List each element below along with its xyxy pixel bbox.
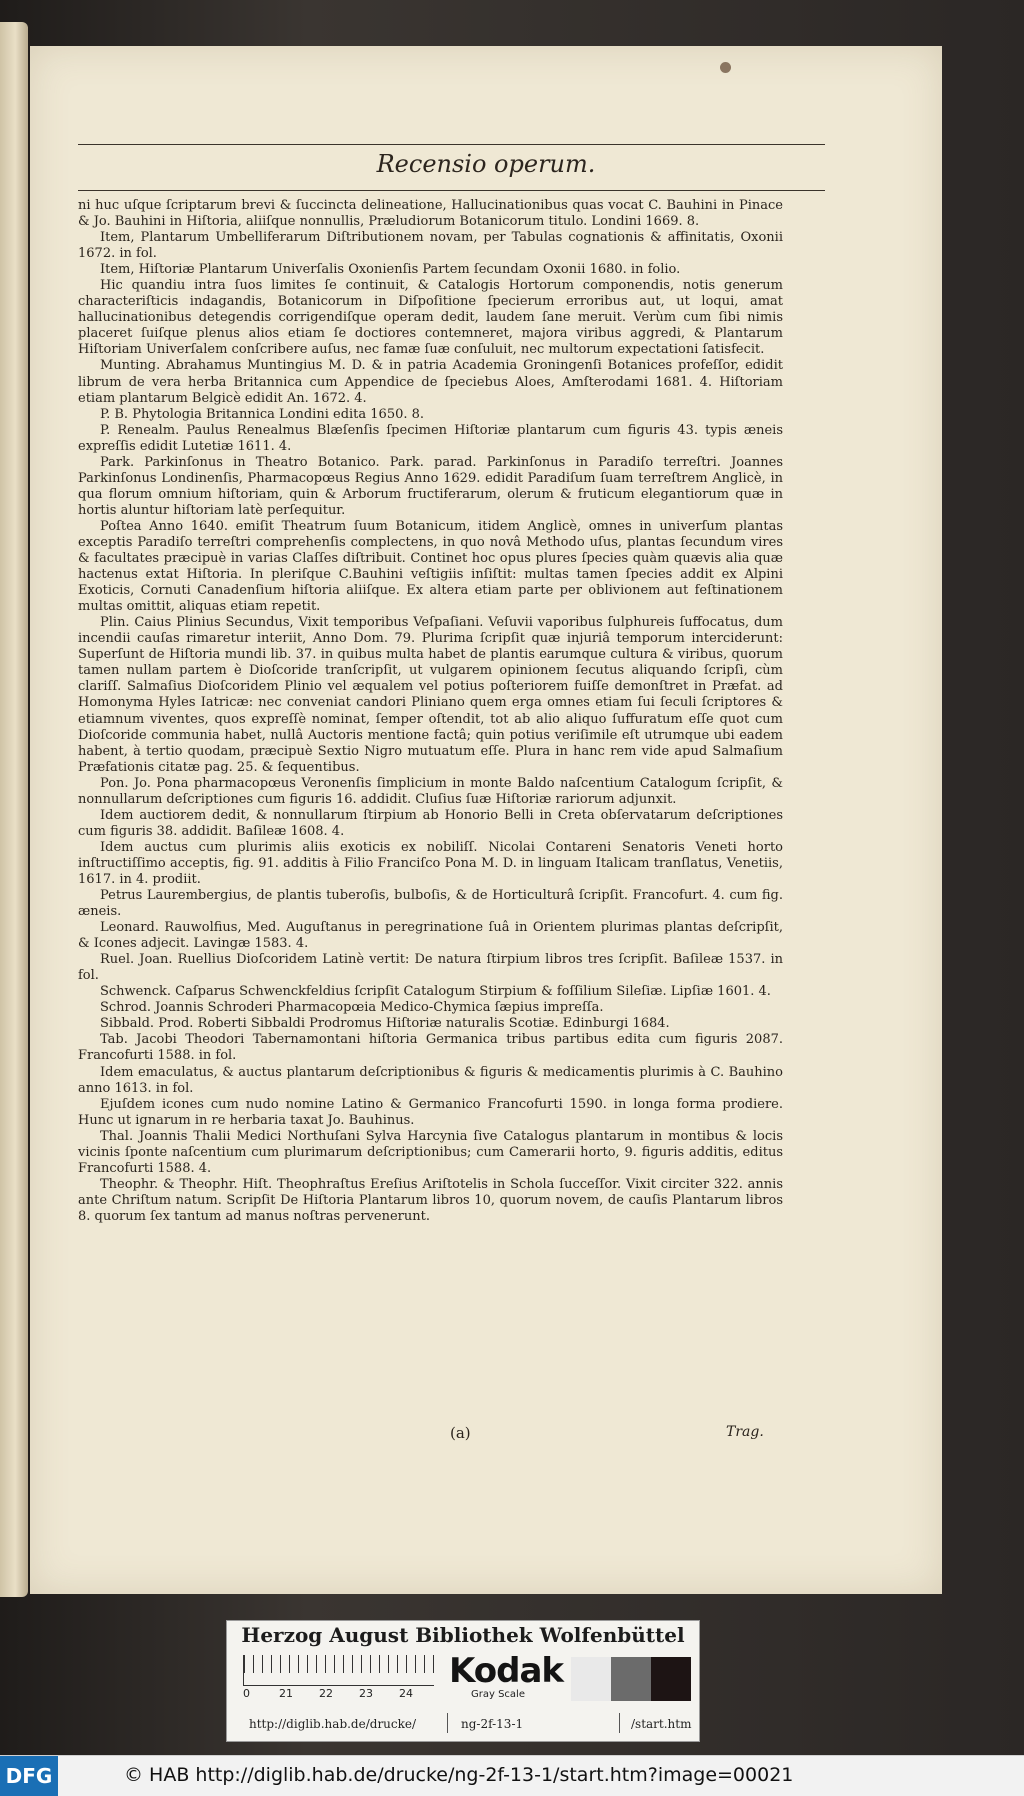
signature-mark: (a)	[450, 1424, 471, 1442]
paragraph: Idem auctiorem dedit, & nonnullarum ſtirpium ab Honorio Belli in Creta obſervatarum deſcriptiones cum figuris 38. addidit. Baſileæ 1608. 4.	[78, 807, 783, 839]
paragraph: Ruel. Joan. Ruellius Dioſcoridem Latinè vertit: De natura ſtirpium libros tres ſcripſit. Baſileæ 1537. in fol.	[78, 952, 783, 984]
url-separator	[619, 1713, 620, 1733]
paragraph: Plin. Caius Plinius Secundus, Vixit temporibus Veſpaſiani. Veſuvii vaporibus ſulphureis ſuffocatus, dum incendii cauſas rimaretur interiit, Anno Dom. 79. Plurima ſcripſit quæ injuriâ temporum interciderunt: Superſunt de Hiſtoria mundi lib. 37. in quibus multa habet de plantis earumque cultura & viribus, quorum tamen nullam partem è Dioſcoride tranſcripſit, ut vulgarem opinionem ſecutus aliquando ſcripſi, cùm clariſſ. Salmaſius Dioſcoridem Plinio vel æqualem vel potius poſteriorem fuiſſe demonſtret in Præfat. ad Homonyma Hyles Iatricæ: nec conveniat candori Pliniano quem erga omnes etiam ſui ſeculi ſcriptores & etiamnum viventes, quos expreſſè nominat, ſemper oſtendit, tot ab alio aliquo ſuffuratum eſſe quot cum Dioſcoride communia habet, nullâ Auctoris mentione factâ; quin potius veriſimile eſt utrumque ubi eadem habent, à tertio quodam, præcipuè Sextio Nigro mutuatum eſſe. Plura in hanc rem vide apud Salmaſium Præfationis citatæ pag. 25. & ſequentibus.	[78, 615, 783, 775]
card-url-left: http://diglib.hab.de/drucke/	[249, 1717, 417, 1731]
ruler-tick: 0	[243, 1687, 250, 1700]
library-name: Herzog August Bibliothek Wolfenbüttel	[241, 1623, 685, 1647]
body-text	[78, 198, 783, 1225]
header-rule-top	[78, 144, 825, 145]
ruler-tick: 22	[319, 1687, 333, 1700]
ruler-tick: 24	[399, 1687, 413, 1700]
paragraph: ni huc uſque ſcriptarum brevi & ſuccincta delineatione, Hallucinationibus quas vocat C. Bauhini in Pinace & Jo. Bauhini in Hiſtoria, aliiſque nonnullis, Præludiorum Botanicorum titulo. Londini 1669. 8.	[78, 198, 783, 230]
paragraph: Item, Hiſtoriæ Plantarum Univerſalis Oxonienſis Partem ſecundam Oxonii 1680. in folio.	[100, 262, 681, 278]
color-target-card	[226, 1620, 700, 1742]
paragraph: Schwenck. Caſparus Schwenckfeldius ſcripſit Catalogum Stirpium & foſſilium Sileſiæ. Lipſiæ 1601. 4.	[100, 984, 771, 1000]
paragraph: Ejuſdem icones cum nudo nomine Latino & Germanico Francofurti 1590. in longa forma prodiere. Hunc ut ignarum in re herbaria taxat Jo. Bauhinus.	[78, 1096, 783, 1128]
url-separator	[447, 1713, 448, 1733]
paragraph: Schrod. Joannis Schroderi Pharmacopœia Medico-Chymica ſæpius impreſſa.	[100, 1000, 604, 1016]
gray-patch-mid	[611, 1657, 651, 1701]
paragraph: Hic quandiu intra ſuos limites ſe continuit, & Catalogis Hortorum componendis, notis generum characteriſticis indagandis, Botanicorum in Diſpoſitione ſpecierum erroribus aut, ut loqui, amat hallucinationibus detegendis corrigendiſque operam dedit, laudem ſane meruit. Verùm cum ſibi nimis placeret ſuiſque plenus alios etiam ſe doctiores contemneret, majora viribus aggredi, & Plantarum Hiſtoriam Univerſalem conſcribere auſus, nec famæ ſuæ conſuluit, nec multorum expectationi ſatisfecit.	[78, 278, 783, 358]
ruler-tick: 21	[279, 1687, 293, 1700]
dfg-logo[interactable]: DFG	[0, 1756, 58, 1796]
running-head: Recensio operum.	[376, 150, 596, 178]
paragraph: Item, Plantarum Umbelliferarum Diſtributionem novam, per Tabulas cognationis & affinitatis, Oxonii 1672. in fol.	[78, 230, 783, 262]
paragraph: Petrus Laurembergius, de plantis tuberoſis, bulboſis, & de Horticulturâ ſcripſit. Francofurt. 4. cum fig. æneis.	[78, 888, 783, 920]
paragraph: P. Renealm. Paulus Renealmus Blæſenſis ſpecimen Hiſtoriæ plantarum cum figuris 43. typis æneis expreſſis edidit Lutetiæ 1611. 4.	[78, 422, 783, 454]
catchword: Trag.	[726, 1424, 764, 1440]
grayscale-label: Gray Scale	[471, 1689, 525, 1700]
paragraph: P. B. Phytologia Britannica Londini edita 1650. 8.	[100, 406, 425, 422]
book-edge	[0, 22, 28, 1597]
paragraph: Leonard. Rauwolfius, Med. Auguſtanus in peregrinatione ſuâ in Orientem plurimas plantas deſcripſit, & Icones adjecit. Lavingæ 1583. 4.	[78, 920, 783, 952]
ruler-tick: 23	[359, 1687, 373, 1700]
paragraph: Pon. Jo. Pona pharmacopœus Veronenſis ſimplicium in monte Baldo naſcentium Catalogum ſcripſit, & nonnullarum deſcriptiones cum figuris 16. addidit. Cluſius ſuæ Hiſtoriæ rariorum adjunxit.	[78, 775, 783, 807]
kodak-logo: Kodak	[449, 1651, 563, 1691]
card-url-right: /start.htm	[631, 1717, 692, 1731]
gray-patch-light	[571, 1657, 611, 1701]
paragraph: Poſtea Anno 1640. emiſit Theatrum ſuum Botanicum, itidem Anglicè, omnes in univerſum plantas exceptis Paradiſo terreſtri comprehenſis complectens, in quo novâ Methodo uſus, plantas ſecundum vires & facultates præcipuè in varias Claſſes diſtribuit. Continet hoc opus plures ſpecies quàm quævis alia quæ hactenus extat Hiſtoria. In pleriſque C.Bauhini veſtigiis inſiſtit: multas tamen ſpecies addit ex Alpini Exoticis, Cornuti Canadenſium hiſtoria aliiſque. Ex altera etiam parte per oblivionem aut feſtinationem multas omittit, aliquas etiam repetit.	[78, 518, 783, 615]
paragraph: Munting. Abrahamus Muntingius M. D. & in patria Academia Groningenſi Botanices profeſſor, edidit librum de vera herba Britannica cum Appendice de ſpeciebus Aloes, Amſterodami 1681. 4. Hiſtoriam etiam plantarum Belgicè edidit An. 1672. 4.	[78, 358, 783, 406]
viewer-footer	[0, 1755, 1024, 1796]
paragraph: Theophr. & Theophr. Hiſt. Theophraſtus Ereſius Ariſtotelis in Schola ſucceſſor. Vixit circiter 322. annis ante Chriſtum natum. Scripſit De Hiſtoria Plantarum libros 10, quorum novem, de cauſis Plantarum libros 8. quorum ſex tantum ad manus noſtras pervenerunt.	[78, 1176, 783, 1224]
card-url-mid: ng-2f-13-1	[461, 1717, 524, 1731]
paragraph: Sibbald. Prod. Roberti Sibbaldi Prodromus Hiſtoriæ naturalis Scotiæ. Edinburgi 1684.	[100, 1016, 670, 1032]
book-page	[30, 46, 942, 1594]
gray-patch-dark	[651, 1657, 691, 1701]
copyright-link[interactable]: © HAB http://diglib.hab.de/drucke/ng-2f-13-1/start.htm?image=00021	[124, 1764, 794, 1786]
paragraph: Park. Parkinſonus in Theatro Botanico. Park. parad. Parkinſonus in Paradiſo terreſtri. Joannes Parkinſonus Londinenſis, Pharmacopœus Regius Anno 1629. edidit Paradiſum ſuam terreſtrem Anglicè, in qua florum omnium hiſtoriam, quin & Arborum fructiferarum, olerum & fruticum elegantiorum quæ in hortis aluntur hiſtoriam latè perſequitur.	[78, 454, 783, 518]
ink-spot	[720, 62, 731, 73]
paragraph: Idem emaculatus, & auctus plantarum deſcriptionibus & figuris & medicamentis plurimis à C. Bauhino anno 1613. in fol.	[78, 1064, 783, 1096]
measure-ruler	[243, 1655, 434, 1686]
paragraph: Thal. Joannis Thalii Medici Northuſani Sylva Harcynia ſive Catalogus plantarum in montibus & locis vicinis ſponte naſcentium cum plurimarum deſcriptionibus; cum Camerarii horto, 9. figuris additis, editus Francofurti 1588. 4.	[78, 1128, 783, 1176]
paragraph: Tab. Jacobi Theodori Tabernamontani hiſtoria Germanica tribus partibus edita cum figuris 2087. Francofurti 1588. in fol.	[78, 1032, 783, 1064]
paragraph: Idem auctus cum plurimis aliis exoticis ex nobiliſſ. Nicolai Contareni Senatoris Veneti horto inſtructiſſimo acceptis, fig. 91. additis à Filio Franciſco Pona M. D. in linguam Italicam tranſlatus, Venetiis, 1617. in 4. prodiit.	[78, 839, 783, 887]
header-rule-bottom	[78, 190, 825, 191]
